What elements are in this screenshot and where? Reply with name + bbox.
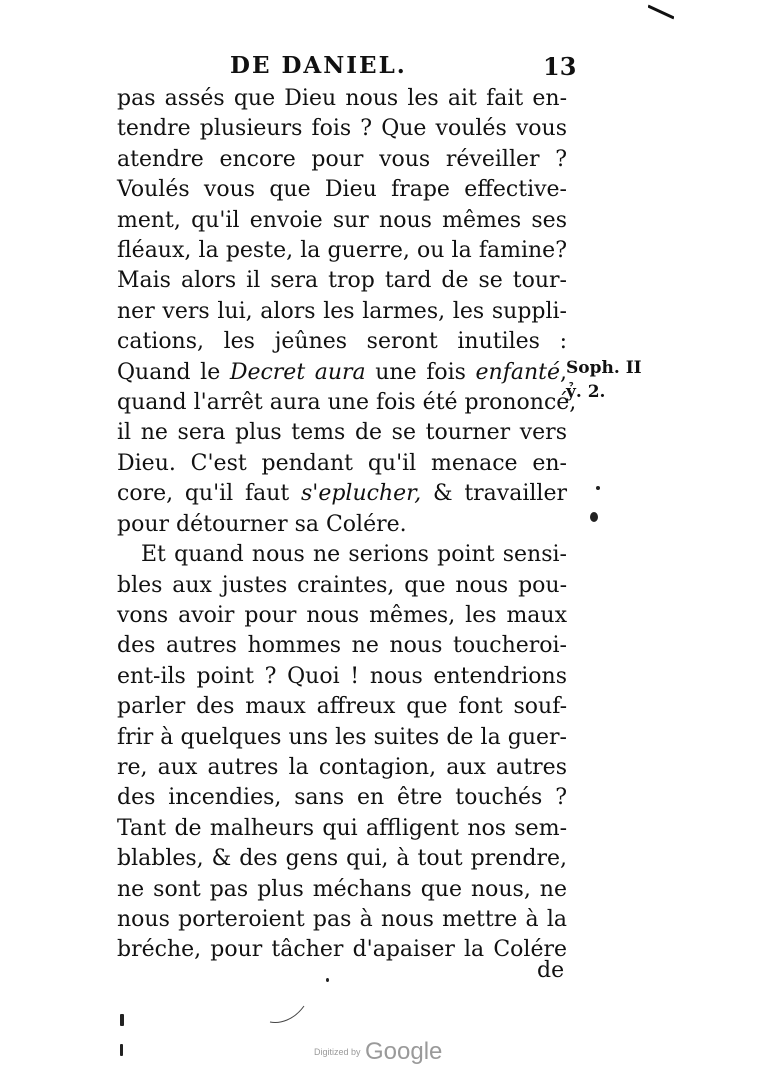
text-line: cations, les jeûnes seront inutiles : (117, 329, 567, 355)
paragraph-line: des autres hommes ne nous toucheroi- (117, 633, 567, 659)
page-number: 13 (543, 52, 577, 81)
ink-speck (120, 1044, 123, 1056)
text-line: Dieu. C'est pendant qu'il menace en- (117, 450, 567, 476)
paragraph-line: bréche, pour tâcher d'apaiser la Colére (117, 937, 567, 963)
margin-reference: Soph. II (566, 358, 642, 378)
digitized-by-google-watermark (314, 1038, 442, 1066)
paragraph-line: vons avoir pour nous mêmes, les maux (117, 602, 567, 628)
paragraph-line: re, aux autres la contagion, aux autres (117, 754, 567, 780)
decree-italic: Decret aura (229, 359, 366, 385)
paragraph-line: ent-ils point ? Quoi ! nous entendrions (117, 663, 567, 689)
running-title: DE DANIEL. (230, 52, 407, 79)
text-line-eplucher (117, 479, 567, 509)
paragraph-line: nous porteroient pas à nous mettre à la (117, 906, 567, 932)
paragraph-line: des incendies, sans en être touchés ? (117, 785, 567, 811)
eplucher-italic: s'eplucher, (300, 481, 422, 507)
ink-scribble (268, 1002, 308, 1026)
paragraph-line: parler des maux affreux que font souf- (117, 694, 567, 720)
main-text (117, 84, 577, 966)
text-line: Mais alors il sera trop tard de se tour- (117, 268, 567, 294)
text-line: pas assés que Dieu nous les ait fait en- (117, 86, 567, 111)
decree-italic-2: enfanté (475, 359, 560, 385)
text-line: quand l'arrêt aura une fois été prononcé, (117, 390, 577, 416)
text-line: fléaux, la peste, la guerre, ou la famine? (117, 238, 567, 264)
paragraph-line: ne sont pas plus méchans que nous, ne (117, 876, 567, 902)
text-line: ner vers lui, alors les larmes, les suppli- (117, 298, 567, 324)
text-line: pour détourner sa Colére. (117, 511, 407, 537)
paragraph-line: bles aux justes craintes, que nous pou- (117, 572, 567, 598)
text-line: ment, qu'il envoie sur nous mêmes ses (117, 207, 567, 233)
ink-speck (326, 978, 329, 982)
paragraph-line: Tant de malheurs qui affligent nos sem- (117, 815, 567, 841)
eplucher-start: core, qu'il faut (117, 481, 290, 507)
decree-start: Quand le (117, 359, 221, 385)
watermark-prefix: Digitized by (314, 1047, 361, 1057)
decree-middle: une fois (375, 359, 466, 385)
text-line: atendre encore pour vous réveiller ? (117, 146, 567, 172)
ink-speck (120, 1014, 124, 1026)
ink-speck (590, 512, 598, 522)
corner-scan-mark (648, 4, 674, 20)
decree-end: , (560, 359, 567, 385)
text-line-decree (117, 358, 567, 388)
paragraph-line: Et quand nous ne serions point sensi- (141, 542, 567, 568)
ink-speck (596, 486, 600, 490)
google-logo-text: Google (364, 1038, 443, 1065)
catchword: de (537, 958, 565, 983)
text-line: Voulés vous que Dieu frape effective- (117, 177, 567, 203)
paragraph-line: frir à quelques uns les suites de la guer- (117, 724, 567, 750)
paragraph-line: blables, & des gens qui, à tout prendre, (117, 846, 567, 872)
text-line: tendre plusieurs fois ? Que voulés vous (117, 116, 567, 142)
text-line: il ne sera plus tems de se tourner vers (117, 420, 567, 446)
eplucher-end: & travailler (432, 481, 567, 507)
margin-reference-verse: ỷ. 2. (566, 382, 606, 402)
